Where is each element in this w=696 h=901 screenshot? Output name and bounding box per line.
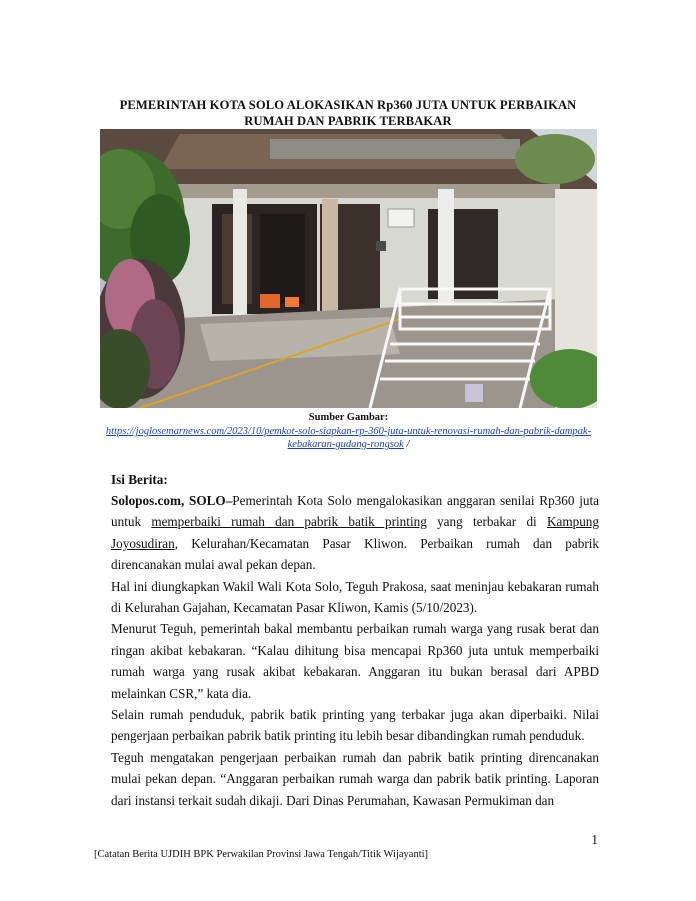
- paragraph-1: [111, 490, 599, 576]
- paragraph-1-text-c: , Kelurahan/Kecamatan Pasar Kliwon. Perbaikan rumah dan pabrik direncanakan mulai awal pekan depan.: [111, 535, 599, 573]
- link-kampung-joyosudiran[interactable]: Kampung Joyosudiran: [111, 514, 599, 551]
- article-body: [111, 490, 599, 811]
- image-source-label: Sumber Gambar:: [308, 412, 389, 423]
- image-source-link[interactable]: https://joglosemarnews.com/2023/10/pemkot-solo-siapkan-rp-360-juta-untuk-renovasi-rumah-dan-pabrik-dampak-kebakaran-gudang-rongsok: [105, 426, 592, 450]
- burned-house-photo: [100, 129, 597, 408]
- article-title-line-1: PEMERINTAH KOTA SOLO ALOKASIKAN Rp360 JUTA UNTUK PERBAIKAN: [119, 98, 577, 112]
- article-title-line-2: RUMAH DAN PABRIK TERBAKAR: [244, 114, 452, 128]
- burned-house-photo-drawing: [100, 129, 597, 408]
- paragraph-2: Hal ini diungkapkan Wakil Wali Kota Solo, Teguh Prakosa, saat meninjau kebakaran rumah di Kelurahan Gajahan, Kecamatan Pasar Kliwon, Kamis (5/10/2023).: [111, 578, 599, 616]
- paragraph-1-text-b: yang terbakar di: [426, 514, 547, 530]
- page-footer: [Catatan Berita UJDIH BPK Perwakilan Provinsi Jawa Tengah/Titik Wijayanti]: [94, 849, 429, 860]
- dateline: [111, 493, 232, 508]
- paragraph-4: Selain rumah penduduk, pabrik batik printing yang terbakar juga akan diperbaiki. Nilai pengerjaan perbaikan pabrik batik printing itu lebih besar dibandingkan rumah penduduk.: [111, 707, 599, 744]
- image-source: [100, 425, 597, 451]
- paragraph-1-text-a: Pemerintah Kota Solo mengalokasikan anggaran senilai Rp360 juta untuk: [111, 493, 599, 530]
- dateline-source: Solopos.com, SOLO: [111, 493, 226, 508]
- paragraph-5: Teguh mengatakan pengerjaan perbaikan rumah dan pabrik batik printing direncanakan mulai pekan depan. “Anggaran perbaikan rumah warga dan pabrik batik printing. Laporan dari instansi terkait sudah dikaji. Dari Dinas Perumahan, Kawasan Permukiman dan: [111, 749, 599, 808]
- page-number: 1: [591, 832, 598, 847]
- image-source-suffix: /: [403, 439, 410, 450]
- paragraph-3: Menurut Teguh, pemerintah bakal membantu perbaikan rumah warga yang rusak berat dan ringan akibat kebakaran. “Kalau dihitung bisa mencapai Rp360 juta untuk memperbaiki rumah warga yang rusak akibat kebakaran. Anggaran itu bukan berasal dari APBD melainkan CSR,” kata dia.: [111, 621, 599, 701]
- dateline-dash: –: [225, 493, 233, 508]
- link-repair-house-factory[interactable]: memperbaiki rumah dan pabrik batik printing: [151, 514, 427, 530]
- article-title: [92, 97, 604, 129]
- section-heading: Isi Berita:: [111, 472, 168, 487]
